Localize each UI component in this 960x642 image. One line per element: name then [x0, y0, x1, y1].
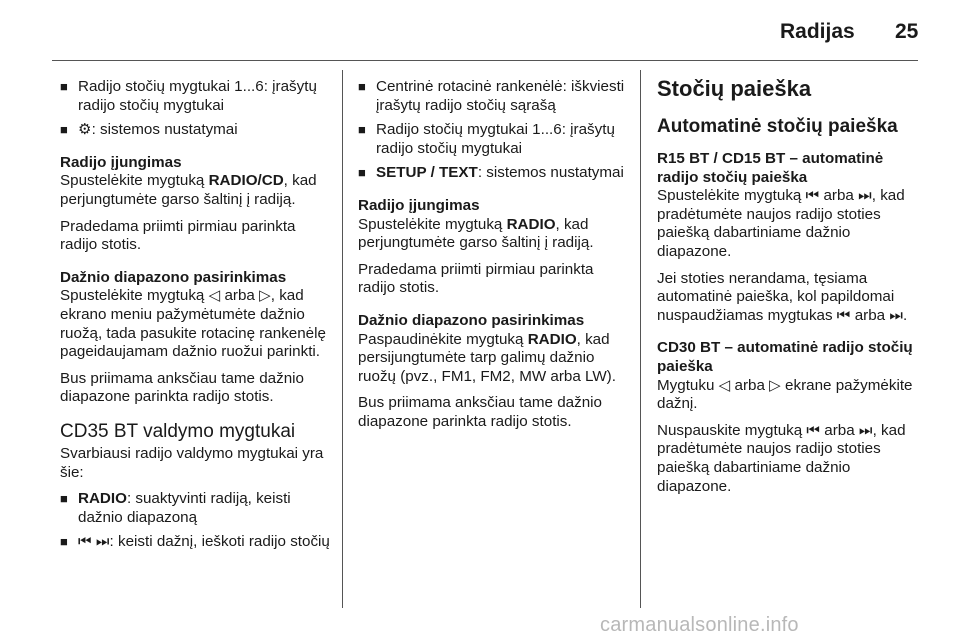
paragraph: Pradedama priimti pirmiau parinkta radijo stotis. — [60, 217, 296, 254]
page-number: 25 — [895, 20, 919, 43]
section-title: CD35 BT valdymo mygtukai — [60, 420, 296, 442]
list-item: ■ Radijo stočių mygtukai 1...6: įrašytų radijo stočių mygtukai — [358, 121, 615, 157]
bullet-square-icon: ■ — [358, 79, 366, 94]
column-divider-2 — [640, 70, 641, 608]
section-heading: CD30 BT – automatinė radijo stočių paieška — [657, 339, 913, 375]
list-item: ■ Centrinė rotacinė rankenėlė: iškviesti įrašytų radijo stočių sąrašą — [358, 78, 625, 114]
section-heading: Dažnio diapazono pasirinkimas — [358, 311, 585, 329]
section-title: Stočių paieška — [657, 76, 812, 101]
subsection-title: Automatinė stočių paieška — [657, 116, 898, 137]
header-divider — [52, 60, 918, 61]
bullet-square-icon: ■ — [60, 534, 68, 550]
paragraph: Nuspauskite mygtuką ⏮ arba ⏭, kad pradėtumėte naujos radijo stoties paiešką dabartiniame dažnio diapazone. — [657, 421, 906, 495]
column-divider-1 — [342, 70, 343, 608]
section-heading: R15 BT / CD15 BT – automatinė radijo stočių paieška — [657, 150, 884, 186]
watermark: carmanualsonline.info — [600, 614, 799, 636]
paragraph: Spustelėkite mygtuką ⏮ arba ⏭, kad pradėtumėte naujos radijo stoties paiešką dabartiniame dažnio diapazone. — [657, 187, 905, 260]
paragraph: Spustelėkite mygtuką ◁ arba ▷, kad ekrano meniu pažymėtumėte dažnio ruožą, tada pasukite rotacinę rankenėlę pageidaujamam dažnio ruožui parinkti. — [60, 287, 326, 361]
bullet-square-icon: ■ — [60, 122, 68, 138]
page-header — [0, 0, 960, 62]
list-item: ■ SETUP / TEXT: sistemos nustatymai — [358, 164, 624, 182]
column-2 — [358, 78, 633, 440]
paragraph: Spustelėkite mygtuką RADIO/CD, kad perjungtumėte garso šaltinį į radiją. — [60, 172, 317, 208]
page-title: Radijas — [780, 20, 855, 43]
section-heading: Radijo įjungimas — [358, 196, 480, 214]
bullet-square-icon: ■ — [358, 165, 366, 181]
list-item: ■ ⚙: sistemos nustatymai — [60, 121, 238, 139]
bullet-square-icon: ■ — [60, 491, 68, 507]
paragraph: Bus priimama anksčiau tame dažnio diapazone parinkta radijo stotis. — [60, 369, 304, 406]
section-heading: Radijo įjungimas — [60, 153, 182, 171]
list-item: ■ ⏮ ⏭: keisti dažnį, ieškoti radijo stočių — [60, 533, 330, 551]
list-item: ■ Radijo stočių mygtukai 1...6: įrašytų radijo stočių mygtukai — [60, 78, 317, 114]
column-3 — [657, 76, 925, 504]
section-heading: Dažnio diapazono pasirinkimas — [60, 268, 287, 286]
bullet-square-icon: ■ — [60, 79, 68, 94]
paragraph: Bus priimama anksčiau tame dažnio diapazone parinkta radijo stotis. — [358, 394, 602, 430]
column-1 — [60, 78, 332, 558]
paragraph: Paspaudinėkite mygtuką RADIO, kad persijungtumėte tarp galimų dažnio ruožų (pvz., FM1, FM2, MW arba LW). — [358, 330, 616, 385]
paragraph: Pradedama priimti pirmiau parinkta radijo stotis. — [358, 260, 594, 297]
paragraph: Spustelėkite mygtuką RADIO, kad perjungtumėte garso šaltinį į radiją. — [358, 215, 594, 252]
paragraph: Mygtuku ◁ arba ▷ ekrane pažymėkite dažnį. — [657, 376, 913, 413]
list-item: ■ RADIO: suaktyvinti radiją, keisti dažnio diapazoną — [60, 490, 291, 526]
paragraph: Jei stoties nerandama, tęsiama automatinė paieška, kol papildomai nuspaudžiamas mygtukas ⏮ arba ⏭. — [657, 269, 908, 324]
bullet-square-icon: ■ — [358, 122, 366, 138]
paragraph: Svarbiausi radijo valdymo mygtukai yra šie: — [60, 444, 324, 481]
